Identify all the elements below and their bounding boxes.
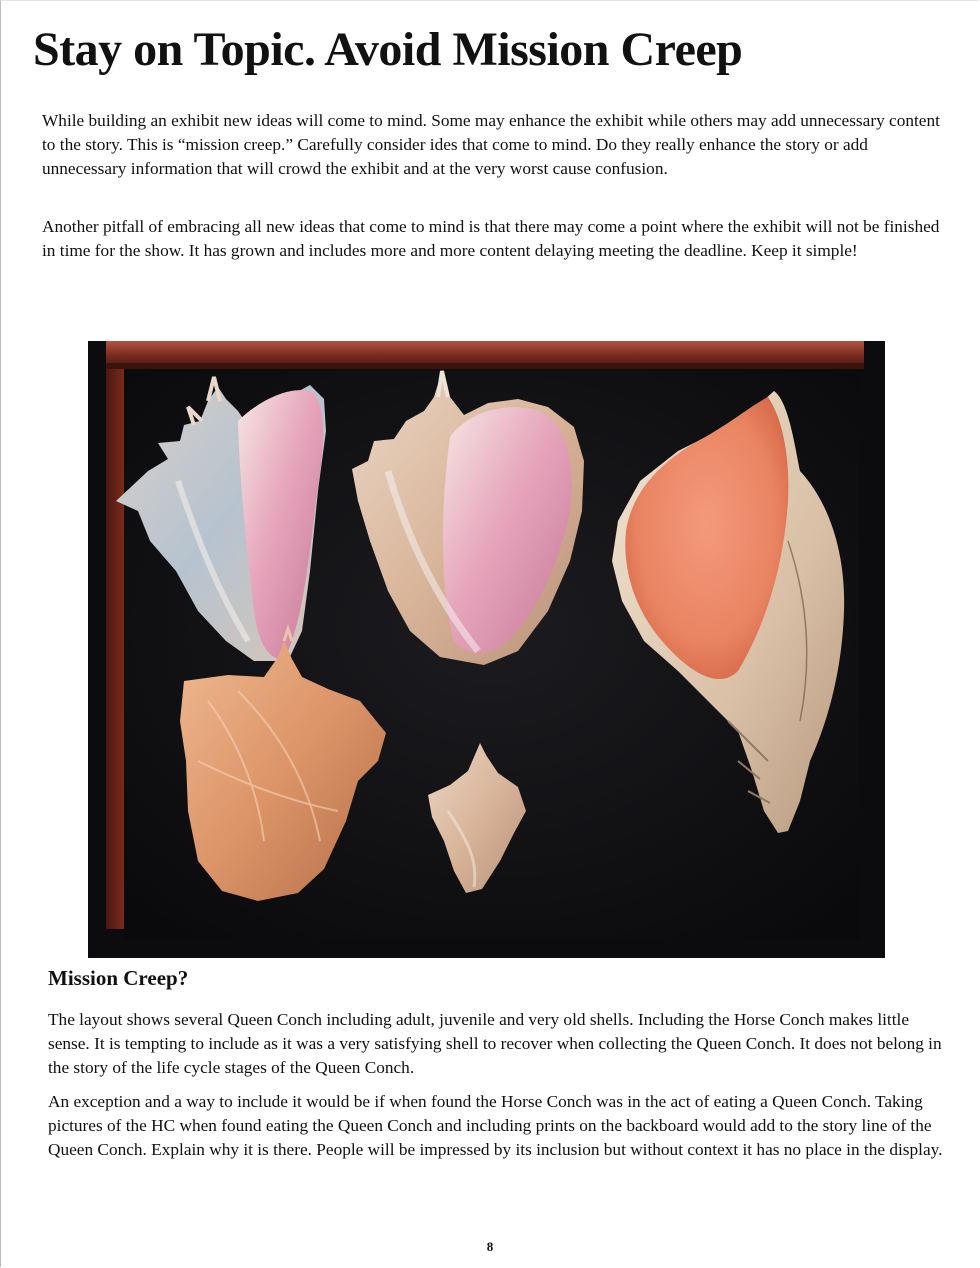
intro-paragraph-2: Another pitfall of embracing all new ideas that come to mind is that there may come a point where the exhibit will not be finished in time for the show. It has grown and includes more and more content delaying meeting the deadline. Keep it simple!: [42, 217, 940, 260]
section-heading: Mission Creep?: [48, 966, 189, 990]
page-title: Stay on Topic. Avoid Mission Creep: [33, 23, 743, 76]
section-paragraph-1: The layout shows several Queen Conch including adult, juvenile and very old shells. Including the Horse Conch makes little sense. It is tempting to include as it was a very satisfying shell to recover when collecting the Queen Conch. It does not belong in the story of the life cycle stages of the Queen Conch.: [48, 1010, 942, 1077]
section-paragraph-2: An exception and a way to include it would be if when found the Horse Conch was in the act of eating a Queen Conch. Taking pictures of the HC when found eating the Queen Conch and including prints on the backboard would add to the story line of the Queen Conch. Explain why it is there. People will be impressed by its inclusion but without context it has no place in the display.: [48, 1092, 943, 1159]
intro-paragraph-1: While building an exhibit new ideas will come to mind. Some may enhance the exhibit while others may add unnecessary content to the story. This is “mission creep.” Carefully consider ides that come to mind. Do they really enhance the story or add unnecessary information that will crowd the exhibit and at the very worst cause confusion.: [42, 111, 940, 178]
shell-display-photo: [88, 341, 885, 958]
page-number: 8: [486, 1239, 494, 1254]
